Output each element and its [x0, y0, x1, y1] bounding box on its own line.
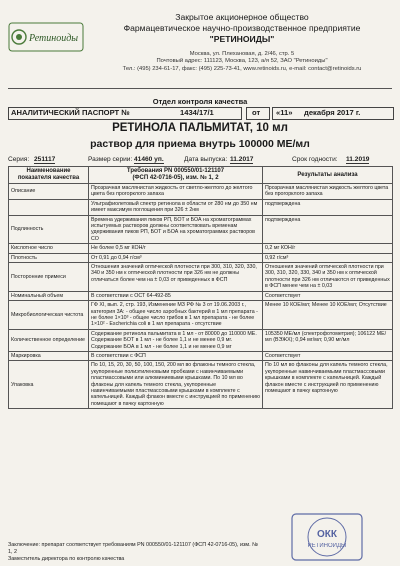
header-results: Результаты анализа — [263, 167, 393, 184]
row-indicator: Номинальный объем — [9, 291, 89, 300]
stamp-line-2: РЕТИНОИДЫ — [307, 543, 347, 549]
passport-day: «11» — [276, 108, 293, 117]
row-result: Соответствует — [263, 351, 393, 360]
row-indicator: Подлинность — [9, 215, 89, 244]
header-divider — [8, 88, 392, 89]
company-line-2: Фармацевтическое научно-производственное предприятие — [123, 23, 361, 33]
date-label: Дата выпуска: — [184, 156, 228, 163]
company-logo — [8, 22, 84, 52]
row-requirement: Прозрачная маслянистая жидкость от светло-желтого до желтого цвета без прогорклого запаха — [89, 184, 263, 200]
size-label: Размер серии: — [88, 156, 133, 163]
table-row — [9, 199, 393, 215]
row-result: подтверждена — [263, 215, 393, 244]
row-indicator: Микробиологическая чистота — [9, 301, 89, 330]
row-requirement: По 10, 15, 20, 30, 50, 100, 150, 200 мл во флаконы темного стекла, укупоренные полиэтиленовыми пробками с навинчиваемыми пластмассовыми или алюминиевыми крышками. По 10 мл во флаконы для капель темного стекла, укупоренные навинчиваемыми пластмассовыми крышками в комплекте с капельницей. Каждый флакон вместе с инструкцией по применению помещают в пачку картонную — [89, 361, 263, 409]
table-row — [9, 263, 393, 292]
row-result: Менее 10 КОЕ/мл; Менее 10 КОЕ/мл; Отсутствие — [263, 301, 393, 330]
table-row — [9, 351, 393, 360]
department-title: Отдел контроля качества — [152, 97, 248, 106]
row-indicator: Описание — [9, 184, 89, 200]
logo-text: Ретиноиды — [29, 33, 79, 44]
row-requirement: Содержание ретинола пальмитата в 1 мл - от 80000 до 110000 МЕ. Содержание БОТ в 1 мл - не более 1,1 и не менее 0,9 мг. Содержание БОА в 1 мл - не более 1,1 и не менее 0,9 мг — [89, 329, 263, 351]
product-title: РЕТИНОЛА ПАЛЬМИТАТ, 10 мл — [112, 122, 288, 134]
table-row — [9, 329, 393, 351]
quality-table — [8, 166, 393, 409]
row-indicator: Упаковка — [9, 361, 89, 409]
row-requirement: Не более 0,5 мг КОН/г — [89, 244, 263, 253]
row-result: 0,2 мг КОН/г — [263, 244, 393, 253]
row-result: Отношения значений оптической плотности при 300, 310, 320, 330, 340 и 350 нм к оптической плотности при 326 нм отличаются от приведенных в ФСП менее чем на ± 0,03 — [263, 263, 393, 292]
row-result: Прозрачная маслянистая жидкость желтого цвета без прогорклого запаха — [263, 184, 393, 200]
table-row — [9, 253, 393, 262]
row-requirement: ГФ XI, вып. 2, стр. 193, Изменение МЗ РФ № 3 от 19.06.2003 г., категория 3А: - общее число аэробных бактерий в 1 мл препарата - не более 1×10³ - общее число грибов в 1 мл препарата - не более 1×10² - Escherichia coli в 1 мл препарата - отсутствие — [89, 301, 263, 330]
expiry-label: Срок годности: — [292, 156, 338, 163]
conclusion-line: Заключение: препарат соответствует требованиям PN 000550/01-121107 (ФСП 42-0716-05), изм. № 1, 2 — [8, 542, 258, 555]
row-result: 0,92 г/см³ — [263, 253, 393, 262]
table-row — [9, 301, 393, 330]
company-name — [92, 12, 392, 45]
row-requirement: Времена удерживания пиков РП, БОТ и БОА на хроматограммах испытуемых растворов должны соответствовать временам удерживания пиков РП, БОТ и БОА на хроматограммах растворов СО — [89, 215, 263, 244]
quality-stamp — [290, 512, 364, 562]
header-requirements-line-1: Требования PN 000550/01-121107 — [126, 168, 225, 174]
size-value: 41460 уп. — [134, 156, 164, 163]
signatory-line: Заместитель директора по контролю качества — [8, 556, 125, 562]
row-requirement: В соответствии с ОСТ 64-492-85 — [89, 291, 263, 300]
header-requirements-line-2: (ФСП 42-0716-05), изм. № 1, 2 — [132, 175, 219, 181]
company-brand: "РЕТИНОИДЫ" — [209, 34, 275, 44]
passport-label: АНАЛИТИЧЕСКИЙ ПАСПОРТ № — [11, 108, 130, 117]
passport-from: от — [252, 108, 261, 117]
row-indicator: Маркировка — [9, 351, 89, 360]
address-line-3: Тел.: (495) 234-61-17, факс: (495) 225-73-41, www.retinoids.ru, e-mail: contact@retinoids.ru — [122, 65, 362, 72]
row-result: По 10 мл во флаконы для капель темного стекла, укупоренные навинчиваемыми пластмассовыми крышками в комплекте с капельницей. Каждый флакон вместе с инструкцией по применению помещают в пачку картонную — [263, 361, 393, 409]
table-row — [9, 244, 393, 253]
stamp-line-1: ОКК — [317, 529, 337, 540]
passport-month-year: декабря 2017 г. — [304, 108, 361, 117]
table-row — [9, 215, 393, 244]
row-indicator: Кислотное число — [9, 244, 89, 253]
row-requirement: Отношения значений оптической плотности при 300, 310, 320, 330, 340 и 350 нм к оптической плотности при 326 нм не должны отличаться более чем на ± 0,03 от приведенных в ФСП — [89, 263, 263, 292]
product-subtitle: раствор для приема внутрь 100000 МЕ/мл — [90, 138, 310, 150]
batch-info — [8, 156, 392, 166]
table-row — [9, 184, 393, 200]
row-requirement: В соответствии с ФСП — [89, 351, 263, 360]
company-address — [92, 51, 392, 73]
address-line-2: Почтовый адрес: 111123, Москва, 123, а/я 52, ЗАО "Ретиноиды" — [156, 58, 328, 65]
row-requirement: От 0,91 до 0,94 г/см³ — [89, 253, 263, 262]
expiry-value: 11.2019 — [346, 156, 370, 163]
series-value: 251117 — [34, 156, 56, 163]
table-row — [9, 361, 393, 409]
passport-line — [8, 107, 392, 119]
row-indicator: Количественное определение — [9, 329, 89, 351]
series-label: Серия: — [8, 156, 30, 163]
row-result: 105350 МЕ/мл (спектрофотометрия); 106122 МЕ/мл (ВЭЖХ); 0,94 мг/мл; 0,90 мг/мл — [263, 329, 393, 351]
row-requirement: Ультрафиолетовый спектр ретинола в области от 280 нм до 350 нм имеет максимум поглощения при 326 ± 2нм — [89, 199, 263, 215]
table-row — [9, 291, 393, 300]
row-indicator: Посторонние примеси — [9, 263, 89, 292]
row-result: Соответствует — [263, 291, 393, 300]
row-result: подтверждена — [263, 199, 393, 215]
row-indicator — [9, 199, 89, 215]
company-line-1: Закрытое акционерное общество — [175, 12, 309, 22]
address-line-1: Москва, ул. Плехановая, д. 2/46, стр. 5 — [189, 51, 295, 57]
header-requirements — [89, 167, 263, 184]
passport-number: 1434/17/1 — [180, 108, 214, 117]
table-header-row — [9, 167, 393, 184]
row-indicator: Плотность — [9, 253, 89, 262]
header-indicator: Наименование показателя качества — [9, 167, 89, 184]
date-value: 11.2017 — [230, 156, 254, 163]
conclusion — [8, 542, 258, 563]
